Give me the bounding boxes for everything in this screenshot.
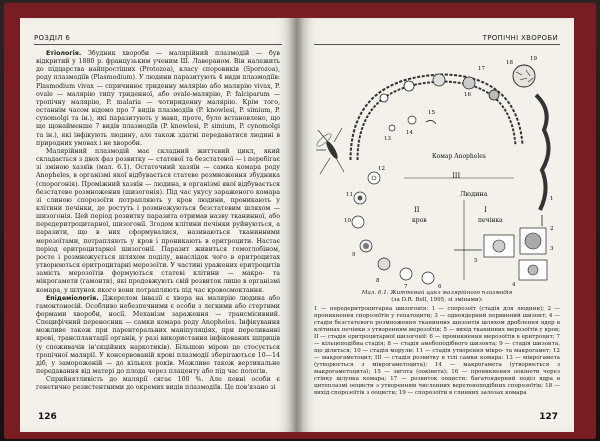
label-4: 4 — [512, 282, 516, 288]
label-19: 19 — [530, 56, 537, 62]
human-label: Людина — [460, 190, 488, 198]
paragraph-etiology — [36, 50, 280, 148]
oocyst — [489, 90, 499, 100]
label-11: 11 — [346, 192, 353, 198]
label-7: 7 — [404, 284, 408, 290]
mosquito-label: Комар Anopheles — [432, 153, 486, 160]
label-12: 12 — [378, 166, 385, 172]
running-head-left: РОЗДІЛ 6 — [34, 34, 71, 42]
label-9: 9 — [352, 252, 356, 258]
liver-stage — [484, 228, 547, 280]
paragraph-body: Малярійний плазмодій має складний життєвий цикл, який складається з двох фаз розвитку — статевої та безстатевої — і перебігає зі зміною хазяїв (мал. 6.1). Остаточний хазяїн — самка комара роду Anopheles, в організмі якої відбувається статеве розмноження збудника (спорогонія). Проміжний хазяїн — людина, в організмі якої відбувається безстатеве розмноження (шизогонія). Під час укусу зараженого комара зі слиною спорозоїти потрапляють у кров людини, проникають у клітини печінки, де ростуть і розмножуються безстатевим шляхом — шизогонія. Цей період розвитку паразита отримав назву тканинної, або передеритроцитарної, шизогонії. Згодом клітини печінки руйнуються, а паразити, що в них сформувалися, називаються тканинними мерозоїтами, потрапляють у кров і проникають в еритроцити. Настає період еритроцитарної шизогонії. Паразит живиться гемоглобіном, росте і розмножується шляхом поділу, внаслідок чого в еритроцитах утворюються еритроцитарні мерозоїти. У частині уражених еритроцитів замість мерозоїтів формуються статеві клітини — макро- та мікрогамети (гамонти), які продовжують свій розвиток лише в організмі комара, у шлунок якого вони потрапляють під час кровосмоктання. — [36, 147, 280, 294]
paragraph-body: Джерелом інвазії є хвора на малярію людина або гамонтоносій. Особливо небезпечними є особи з легкими або стертими формами хвороби, носії. Механізм зараження — трансмісивний. Специфічний переносник — самки комара роду Anopheles. Інфікування можливе також при парентеральних маніпуляціях, при переливанні крові, трансплантації органів, у разі використання інфікованих шприців (у споживачів ін'єкційних наркотиків). Більшою мірою це стосується тропічної малярії. У консервованій крові плазмодії зберігаються 10—14 діб, у замороженій — до кількох років. Можливе також вертикальне передавання від матері до плода через плаценту або під час пологів. — [36, 294, 280, 376]
label-16: 16 — [464, 92, 471, 98]
label-13: 13 — [384, 136, 391, 142]
paragraph-epidemiology — [36, 295, 280, 377]
liver-label: печінка — [478, 217, 503, 224]
left-page-text — [36, 50, 280, 393]
stage-iii-label: III — [452, 172, 461, 180]
paragraph-lifecycle — [36, 148, 280, 295]
stage-i-label: I — [484, 206, 487, 214]
oocyst — [404, 81, 414, 91]
blood-label: кров — [412, 217, 427, 224]
paragraph-lead: Етіологія. — [46, 50, 82, 57]
ruptured-oocyst — [513, 65, 535, 87]
paragraph-lead: Епідеміологія. — [46, 294, 99, 302]
caption-title: Мал. 6.1. Життєвий цикл малярійного плазмодія — [361, 290, 513, 296]
salivary-gland — [536, 95, 549, 210]
gamete — [389, 125, 395, 131]
header-rule-left — [34, 44, 282, 45]
paragraph-body: Збудник хвороби — малярійний плазмодій — був відкритий у 1880 р. французьким ученим Ш. Лавераном. Він належить до підцарства найпростіших (Protozoa), класу споровиків (Sporozoa), роду плазмодіїв (Plasmodium). У людини паразитують 4 види плазмодіїв: Plasmodium vivax — спричинює триденну малярію або малярію vivax, P. ovale — малярію типу триденної, або ovale-малярію, P. falciparum — тропічну малярію, P. malaria — чотириденну малярію. Крім того, останнім часом відомо про 7 видів плазмодіїв (P. knowlesi, P. simium, P. cynomolgi та ін.), які паразитують у мавп, проте, було встановлено, що ще щонайменше 7 видів плазмодіїв (P. knowlesi, P. simium, P. cynomolgi та ін.), які інфікують людину, але також здатні передаватися людині в природних умовах і не хвороби. — [36, 50, 280, 147]
zygote — [426, 120, 436, 124]
label-1: 1 — [550, 196, 554, 202]
label-15: 15 — [428, 110, 435, 116]
left-page — [20, 18, 292, 432]
caption-legend: 1 — передеритроцитарна шизогонія: 1 — спорозоїт (стадія для людини); 2 — проникнення спорозоїтів у гепатоцити; 3 — одноядерний первинний шизонт; 4 — стадія безстатевого розмноження тканинних шизонтів шляхом дроблення ядер в клітинах печінки з утворенням мерозоїтів; 5 — вихід тканинних мерозоїтів у кров; II — стадія еритроцитарної шизогонії: 6 — проникнення мерозоїтів в еритроцит; 7 — кільцеподібна стадія; 8 — стадія амебоподібного шизонта; 9 — стадія шизонта, що ділиться; 10 — стадія морули; 11 — стадія утворення мікро- та макрогамет; 12 — макрогаметоцит; III — стадія розвитку в тілі самки комара: 13 — мікрогамета (утворюється з мікрогаметоцита); 14 — макрогамета (утворюється з макрогаметоцита); 15 — зигота (оокінета); 16 — проникнення оокінети через стінку шлунка комара; 17 — розвиток ооцисти: багатоядерний поділ ядра в цитоплазмі ооцисти з утворенням численних веретеноподібних спорозоїтів; 18 — вихід спорозоїтів з ооцисти; 19 — спорозоїти в слинних залозах комара — [314, 306, 560, 396]
figure-caption — [314, 290, 560, 397]
label-14: 14 — [406, 130, 413, 136]
erythrocytic-cycle — [352, 172, 434, 284]
label-6: 6 — [438, 284, 442, 290]
label-18: 18 — [506, 60, 513, 66]
label-8: 8 — [376, 278, 380, 284]
right-page — [302, 18, 574, 432]
label-17: 17 — [478, 66, 485, 72]
paragraph-body: Сприйнятливість до малярії сягає 100 %. Але певні особи є генетично резистентними до окремих видів плазмодіїв. Це пов'язано зі — [36, 376, 280, 392]
page-number-left: 126 — [38, 412, 57, 422]
malaria-lifecycle-diagram — [314, 50, 562, 290]
page-number-right: 127 — [539, 412, 558, 422]
paragraph-susceptibility — [36, 376, 280, 392]
gamete — [408, 116, 416, 124]
label-2: 2 — [550, 226, 554, 232]
oocyst — [380, 94, 388, 102]
oocyst — [433, 74, 445, 86]
label-10: 10 — [344, 218, 351, 224]
label-3: 3 — [550, 246, 554, 252]
label-5: 5 — [474, 258, 478, 264]
running-head-right: ТРОПІЧНІ ХВОРОБИ — [482, 34, 558, 42]
mosquito-icon — [315, 128, 344, 174]
oocyst — [463, 77, 475, 89]
stage-ii-label: II — [414, 206, 420, 214]
header-rule-right — [314, 44, 560, 45]
caption-subtitle: (за D.R. Bell, 1995, зі змінами): — [391, 297, 483, 303]
